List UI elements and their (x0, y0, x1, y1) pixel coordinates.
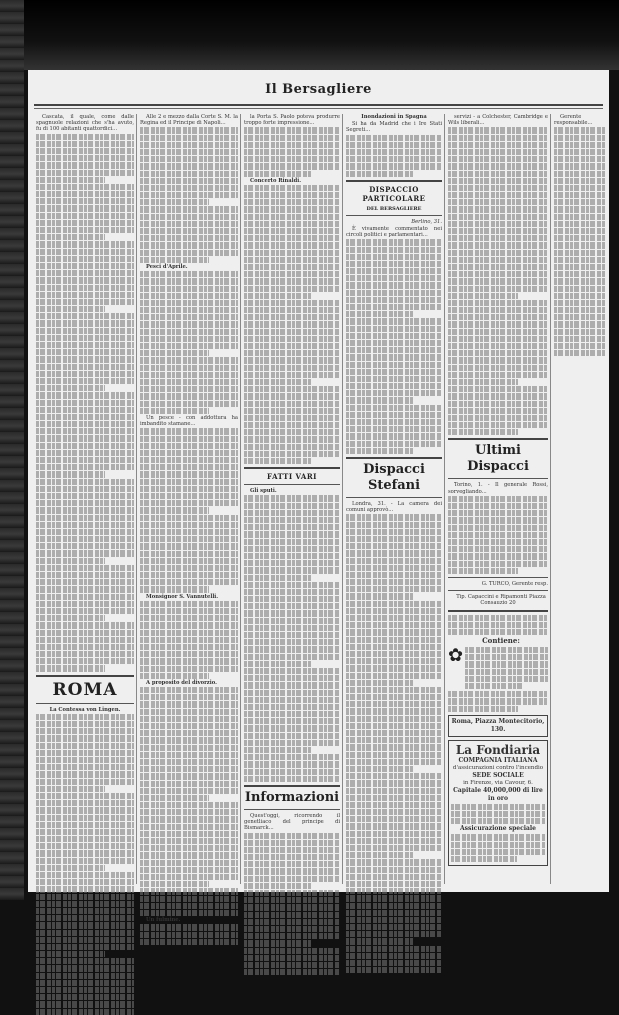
scan-edge-left (0, 0, 24, 900)
subhead-fulmine: Un fulmine. (146, 917, 181, 924)
subhead-divorzio: A proposito del divorzio. (146, 679, 217, 686)
fondiaria-title: La Fondiaria (455, 742, 541, 757)
column-6 (554, 114, 606, 884)
paragraph-bismarck: Quest'oggi, ricorrendo il genetliaco del principe di Bismarck... (244, 812, 340, 832)
sede-sociale: SEDE SOCIALE (472, 771, 524, 779)
gerente: G. TURCO, Gerente resp. (481, 580, 548, 587)
contiene-heading: Contiene: (482, 636, 520, 646)
column-divider (240, 114, 241, 884)
fondiaria-ad (448, 740, 548, 866)
column-2 (140, 114, 238, 924)
subhead-vannutelli: Monsignor S. Vannutelli. (146, 593, 219, 600)
ultimi-paragraph: Torino, 1. - Il generale Rossi, sorvegliando... (448, 482, 548, 495)
column-4 (346, 114, 442, 884)
subhead-inondazioni: Inondazioni in Spagna (361, 114, 427, 120)
fondiaria-sub: COMPAGNIA ITALIANA (458, 756, 538, 764)
column-1-lead: Cascata, il quale, come dalle spagnuole relazioni che s'ha avuto, fu di 100 abitanti quattordici... (36, 114, 134, 133)
column-3-lead: la Porta S. Paolo poteva produrre troppo forte impressione... (244, 114, 340, 127)
masthead-rule-thin (34, 108, 603, 109)
column-4-lead: Si ha da Madrid che i Ire Stati Segreti... (346, 121, 442, 134)
subhead-sputi: Gli sputi. (250, 488, 277, 495)
subhead-pesci: Pesci d'Aprile. (146, 263, 188, 270)
column-divider (550, 114, 551, 884)
roma-address: Roma, Piazza Montecitorio, 130. (451, 717, 545, 733)
masthead (28, 78, 609, 102)
tipografia: Tip. Capaccini e Ripamonti Piazza Consauzio 20 (456, 594, 546, 607)
dispaccio-dateline: Berlino, 31. (411, 218, 442, 225)
section-dispacci-stefani: Dispacci Stefani (363, 461, 425, 493)
section-fatti-vari: FATTI VARI (267, 472, 317, 482)
dispaccio-paragraph: È vivamente commentato nei circoli politici e parlamentari... (346, 225, 442, 239)
section-ultimi-dispacci: Ultimi Dispacci (467, 443, 529, 475)
column-6-lead: Gerente responsabile... (554, 114, 593, 127)
flower-ornament-icon: ✿ (448, 645, 464, 667)
capitale: Capitale 40,000,000 di lire in oro (453, 786, 543, 802)
roma-rule (36, 675, 134, 677)
column-1 (36, 114, 134, 884)
assicurazione: Assicurazione speciale (459, 825, 537, 833)
section-roma: ROMA (52, 679, 118, 700)
column-divider (136, 114, 137, 884)
scan-top-shadow (24, 0, 619, 70)
subhead-concerto: Concerto Rinaldi. (250, 177, 302, 184)
column-2-lead: Alle 2 e mezzo dalla Corte S. M. la Regina ed il Principe di Napoli... (140, 114, 238, 127)
column-5 (448, 114, 548, 884)
fondiaria-line: d'assicurazioni contro l'incendio (452, 764, 544, 771)
newspaper-page (28, 70, 609, 924)
sede-city: in Firenze, via Cavour, 6. (463, 779, 533, 786)
masthead-rule (34, 104, 603, 106)
column-divider (444, 114, 445, 884)
masthead-title: Il Bersagliere (265, 82, 372, 97)
column-divider (342, 114, 343, 884)
section-dispaccio: DISPACCIO PARTICOLARE (362, 184, 426, 203)
section-informazioni: Informazioni (244, 789, 340, 805)
stefani-paragraph: Londra, 31. - La camera dei comuni approvò... (346, 500, 442, 514)
section-dispaccio-sub: DEL BERSAGLIERE (366, 205, 422, 212)
column-3 (244, 114, 340, 884)
column-5-lead: servizi - a Colchester, Cambridge e Wils liberali... (448, 114, 548, 127)
roma-address-box (448, 715, 548, 737)
roma-subhead: La Contessa von Lingen. (49, 706, 121, 713)
paragraph-pesce: Un pesce - con addottura ha imbandito stamane... (140, 414, 238, 428)
